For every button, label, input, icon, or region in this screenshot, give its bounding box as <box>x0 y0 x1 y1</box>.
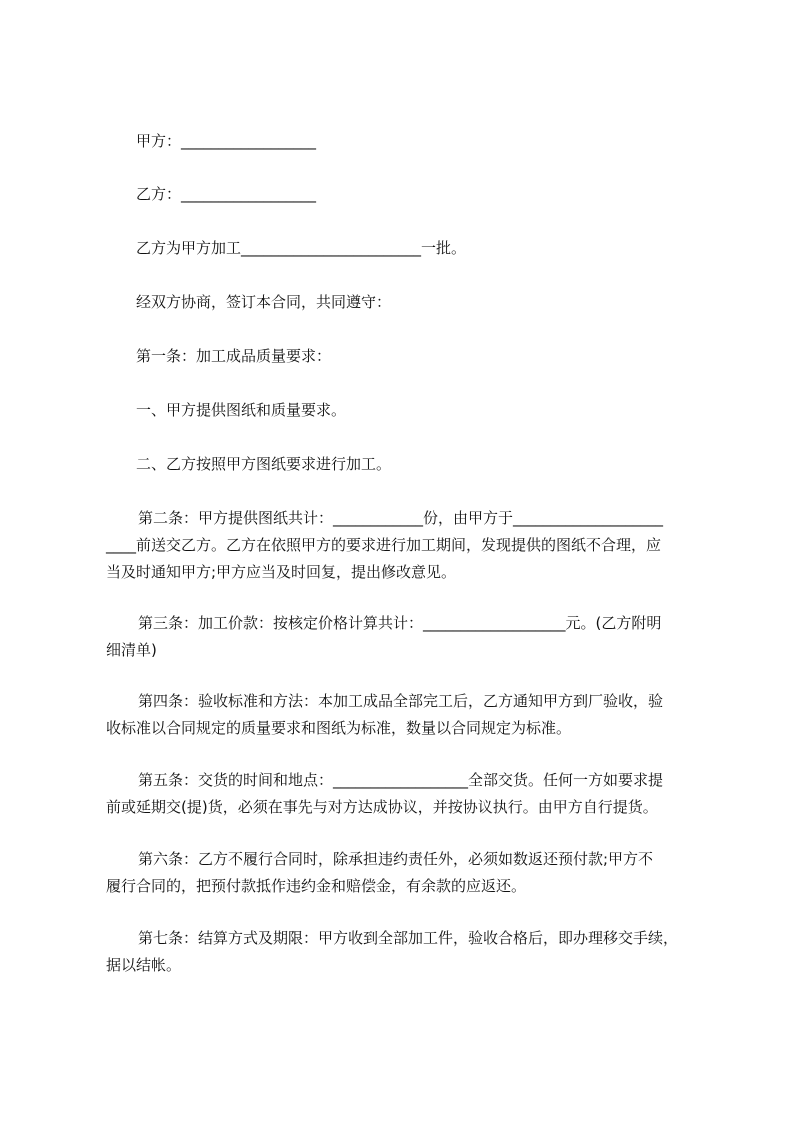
agreement-intro: 经双方协商，签订本合同，共同遵守： <box>136 293 392 311</box>
article-2-line-1: 第二条：甲方提供图纸共计：____________份，由甲方于____________________ <box>138 509 664 527</box>
processing-item-line: 乙方为甲方加工________________________一批。 <box>136 239 467 257</box>
article-3-line-1: 第三条：加工价款：按核定价格计算共计：___________________元。(乙方附明 <box>138 614 662 632</box>
article-4-line-1: 第四条：验收标准和方法：本加工成品全部完工后，乙方通知甲方到厂验收，验 <box>138 692 664 710</box>
article-7-line-1: 第七条：结算方式及期限：甲方收到全部加工件，验收合格后，即办理移交手续， <box>138 929 679 947</box>
article-5-line-1: 第五条：交货的时间和地点：__________________全部交货。任何一方如要求提 <box>138 771 664 789</box>
article-6-line-1: 第六条：乙方不履行合同时，除承担违约责任外，必须如数返还预付款;甲方不 <box>138 850 654 868</box>
article-5-line-2: 前或延期交(提)货，必须在事先与对方达成协议，并按协议执行。由甲方自行提货。 <box>106 798 658 816</box>
article-2-line-2: ____前送交乙方。乙方在依照甲方的要求进行加工期间，发现提供的图纸不合理，应 <box>106 536 662 554</box>
article-2-line-3: 当及时通知甲方;甲方应当及时回复，提出修改意见。 <box>106 563 457 581</box>
party-b-line: 乙方：__________________ <box>136 185 317 203</box>
article-3-line-2: 细清单) <box>106 641 157 659</box>
article-6-line-2: 履行合同的，把预付款抵作违约金和赔偿金，有余款的应返还。 <box>106 877 527 895</box>
article-7-line-2: 据以结帐。 <box>106 956 182 974</box>
article-4-line-2: 收标准以合同规定的质量要求和图纸为标准，数量以合同规定为标准。 <box>106 719 572 737</box>
article-1-item-2: 二、乙方按照甲方图纸要求进行加工。 <box>136 455 392 473</box>
party-a-line: 甲方：__________________ <box>136 132 317 150</box>
article-1-item-1: 一、甲方提供图纸和质量要求。 <box>136 401 347 419</box>
article-1-heading: 第一条：加工成品质量要求： <box>136 347 332 365</box>
